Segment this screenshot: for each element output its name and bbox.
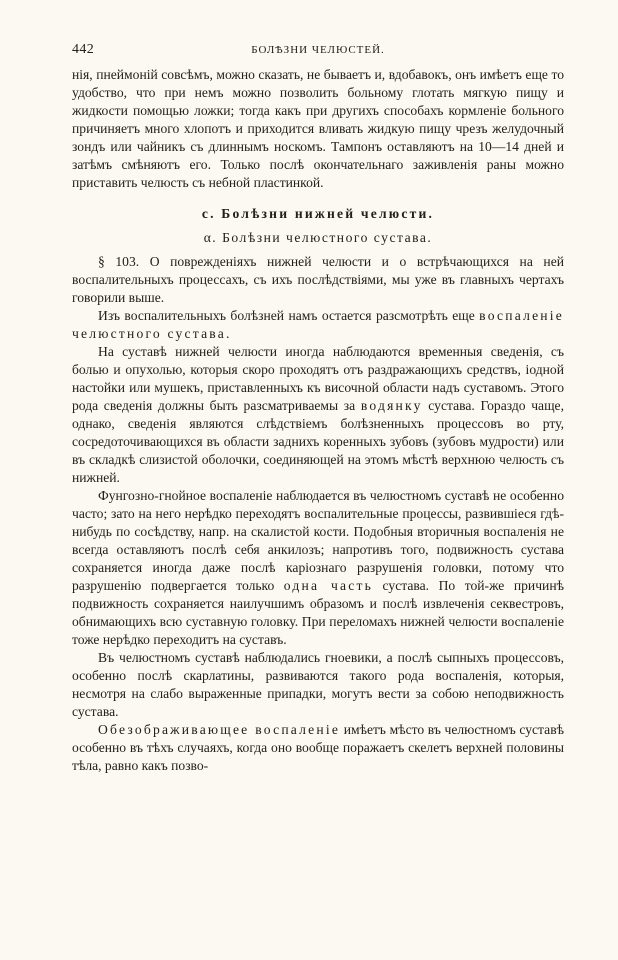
paragraph-text: Фунгозно-гнойное воспаленіе наблюдается въ челюстномъ суставѣ не особенно часто; зато на него нерѣдко переходятъ воспалительные процессы, развившіеся гдѣ-нибудь по сосѣдству, напр. на скалистой кости. Подобныя вторичныя воспаленія не всегда оставляютъ послѣ себя анкилозъ; напротивъ того, подвижность сустава сохраняется иногда даже послѣ каріознаго разрушенія головки, потому что разрушенію подвергается только — [72, 488, 564, 593]
spaced-emphasis: воспаленіе челюстного сустава — [72, 308, 564, 341]
spaced-emphasis: Обезображивающее воспаленіе — [98, 722, 341, 737]
running-head: БОЛѢЗНИ ЧЕЛЮСТЕЙ. — [251, 44, 385, 56]
subsection-heading: α. Болѣзни челюстного сустава. — [203, 230, 433, 245]
body-text — [72, 66, 564, 775]
paragraph-text: . — [226, 326, 230, 341]
section-heading: c. Болѣзни нижней челюсти. — [201, 206, 435, 221]
page-number: 442 — [72, 42, 95, 57]
paragraph-text: имѣетъ мѣсто въ челюстномъ суставѣ особенно въ тѣхъ случаяхъ, когда оно вообще поражаетъ скелетъ верхней половины тѣла, равно какъ позво- — [72, 722, 565, 773]
paragraph-fungous-inflammation — [72, 487, 564, 649]
paragraph-abscesses: Въ челюстномъ суставѣ наблюдались гноевики, а послѣ сыпныхъ процессовъ, особенно послѣ скарлатины, развиваются такого рода воспаленія, которыя, несмотря на слабо выраженные припадки, могутъ вести за собою неподвижность сустава. — [72, 650, 564, 719]
page-header — [72, 42, 564, 66]
paragraph-text: сустава. По той-же причинѣ подвижность сохраняется наилучшимъ образомъ и послѣ извлеченія секвестровъ, обнимающихъ всю суставную головку. При переломахъ нижней челюсти воспаленіе тоже нерѣдко переходитъ на суставъ. — [72, 578, 564, 647]
paragraph-deforming-inflammation — [72, 721, 564, 775]
spaced-emphasis: одна часть — [283, 578, 374, 593]
paragraph-section-103: § 103. О поврежденіяхъ нижней челюсти и о встрѣчающихся на ней воспалительныхъ процессахъ, съ ихъ послѣдствіями, мы уже въ главныхъ чертахъ говорили выше. — [72, 254, 564, 305]
paragraph-text: На суставѣ нижней челюсти иногда наблюдаются временныя сведенія, съ болью и опухолью, которыя скоро проходятъ отъ раздражающихъ средствъ, іодной настойки или мушекъ, приставленныхъ къ височной области надъ суставомъ. Этого рода сведенія должны быть разсматриваемы за — [72, 344, 564, 413]
paragraph-joint-contractures — [72, 343, 564, 487]
spaced-emphasis: водянку — [360, 398, 423, 413]
paragraph-inflammatory-diseases — [72, 307, 564, 343]
paragraph-continuation: нія, пнеймоній совсѣмъ, можно сказать, не бываетъ и, вдобавокъ, онъ имѣетъ еще то удобство, что при немъ можно позволить больному глотать мягкую пищу и жидкости помощью ложки; тогда какъ при другихъ способахъ кормленіе больного причиняетъ много хлопотъ и приходится вливать жидкую пищу чрезъ желудочный зондъ или чайникъ съ длиннымъ носкомъ. Тампонъ оставляютъ на 10—14 дней и затѣмъ смѣняютъ его. Только послѣ окончательнаго заживленія раны можно приставить челюсть съ небной пластинкой. — [72, 67, 564, 190]
paragraph-text: Изъ воспалительныхъ болѣзней намъ остается разсмотрѣть еще — [98, 308, 480, 323]
paragraph-text: сустава. Гораздо чаще, однако, сведенія являются слѣдствіемъ болѣзненныхъ процессовъ во рту, сосредоточивающихся въ области заднихъ коренныхъ зубовъ (зубовъ мудрости) или въ складкѣ слизистой оболочки, соединяющей на этомъ мѣстѣ верхнюю челюсть съ нижней. — [72, 398, 564, 485]
